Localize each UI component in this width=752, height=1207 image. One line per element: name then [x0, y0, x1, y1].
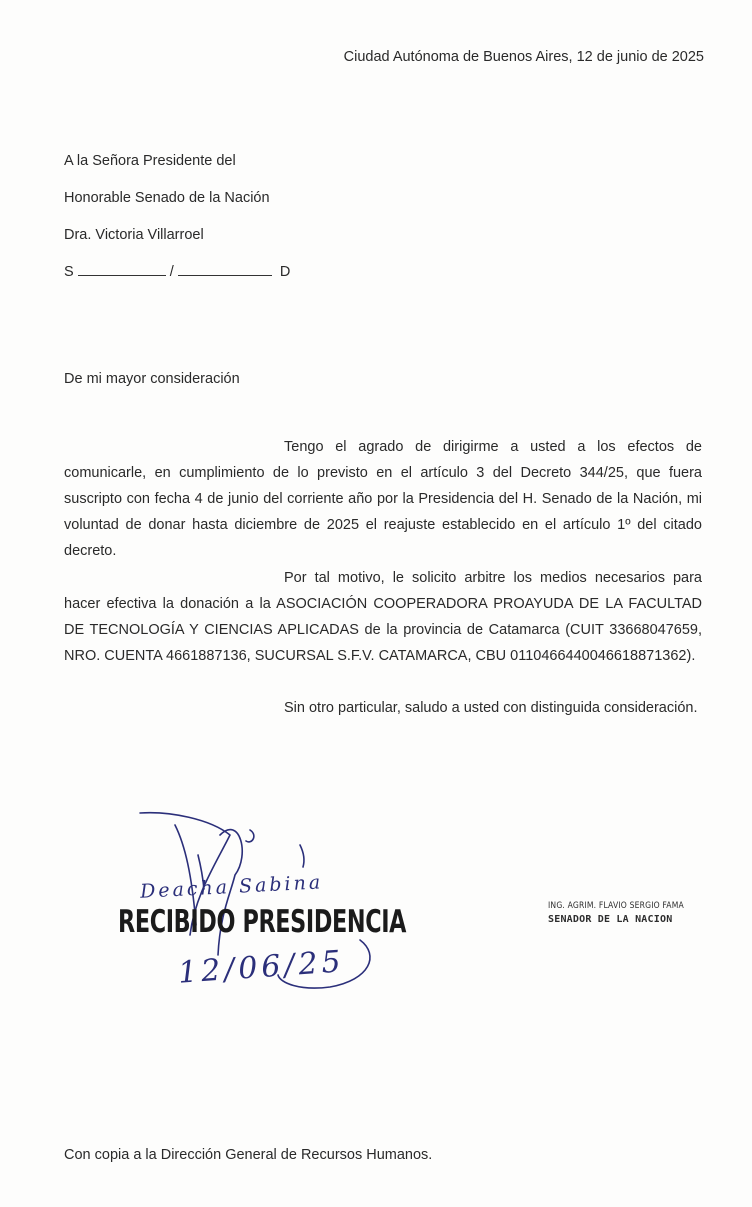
blank-line	[78, 263, 166, 276]
body-paragraph-2: Por tal motivo, le solicito arbitre los medios necesarios para hacer efectiva la donación a la ASOCIACIÓN COOPERADORA PROAYUDA DE LA FACULTAD DE TECNOLOGÍA Y CIENCIAS APLICADAS de la provincia de Catamarca (CUIT 33668047659, NRO. CUENTA 4661887136, SUCURSAL S.F.V. CATAMARCA, CBU 0110466440046618871362).	[64, 570, 702, 664]
handwritten-name: Deacha Sabina	[139, 871, 324, 903]
body-paragraph-3: Sin otro particular, saludo a usted con distinguida consideración.	[284, 700, 698, 716]
signatory-title: SENADOR DE LA NACION	[548, 914, 673, 925]
date-line: Ciudad Autónoma de Buenos Aires, 12 de junio de 2025	[343, 49, 704, 65]
recipient-line-1: A la Señora Presidente del	[64, 153, 236, 169]
signatory-name: ING. AGRIM. FLAVIO SERGIO FAMA	[548, 901, 684, 911]
sd-mid: /	[169, 264, 174, 280]
greeting: De mi mayor consideración	[64, 371, 240, 387]
signatory-stamp	[548, 900, 708, 926]
recipient-line-2: Honorable Senado de la Nación	[64, 190, 270, 206]
blank-line	[178, 263, 272, 276]
recipient-line-3: Dra. Victoria Villarroel	[64, 227, 204, 243]
cc-line: Con copia a la Dirección General de Recursos Humanos.	[64, 1147, 433, 1163]
sd-right: D	[279, 264, 291, 280]
sd-left: S	[64, 264, 74, 280]
handwritten-date: 12/06/25	[176, 944, 346, 991]
sd-line	[64, 263, 290, 281]
received-stamp-title: RECIBIDO PRESIDENCIA	[118, 904, 407, 940]
body-paragraph-1: Tengo el agrado de dirigirme a usted a los efectos de comunicarle, en cumplimiento de lo previsto en el artículo 3 del Decreto 344/25, que fuera suscripto con fecha 4 de junio del corriente año por la Presidencia del H. Senado de la Nación, mi voluntad de donar hasta diciembre de 2025 el reajuste establecido en el artículo 1º del citado decreto.	[64, 439, 702, 559]
